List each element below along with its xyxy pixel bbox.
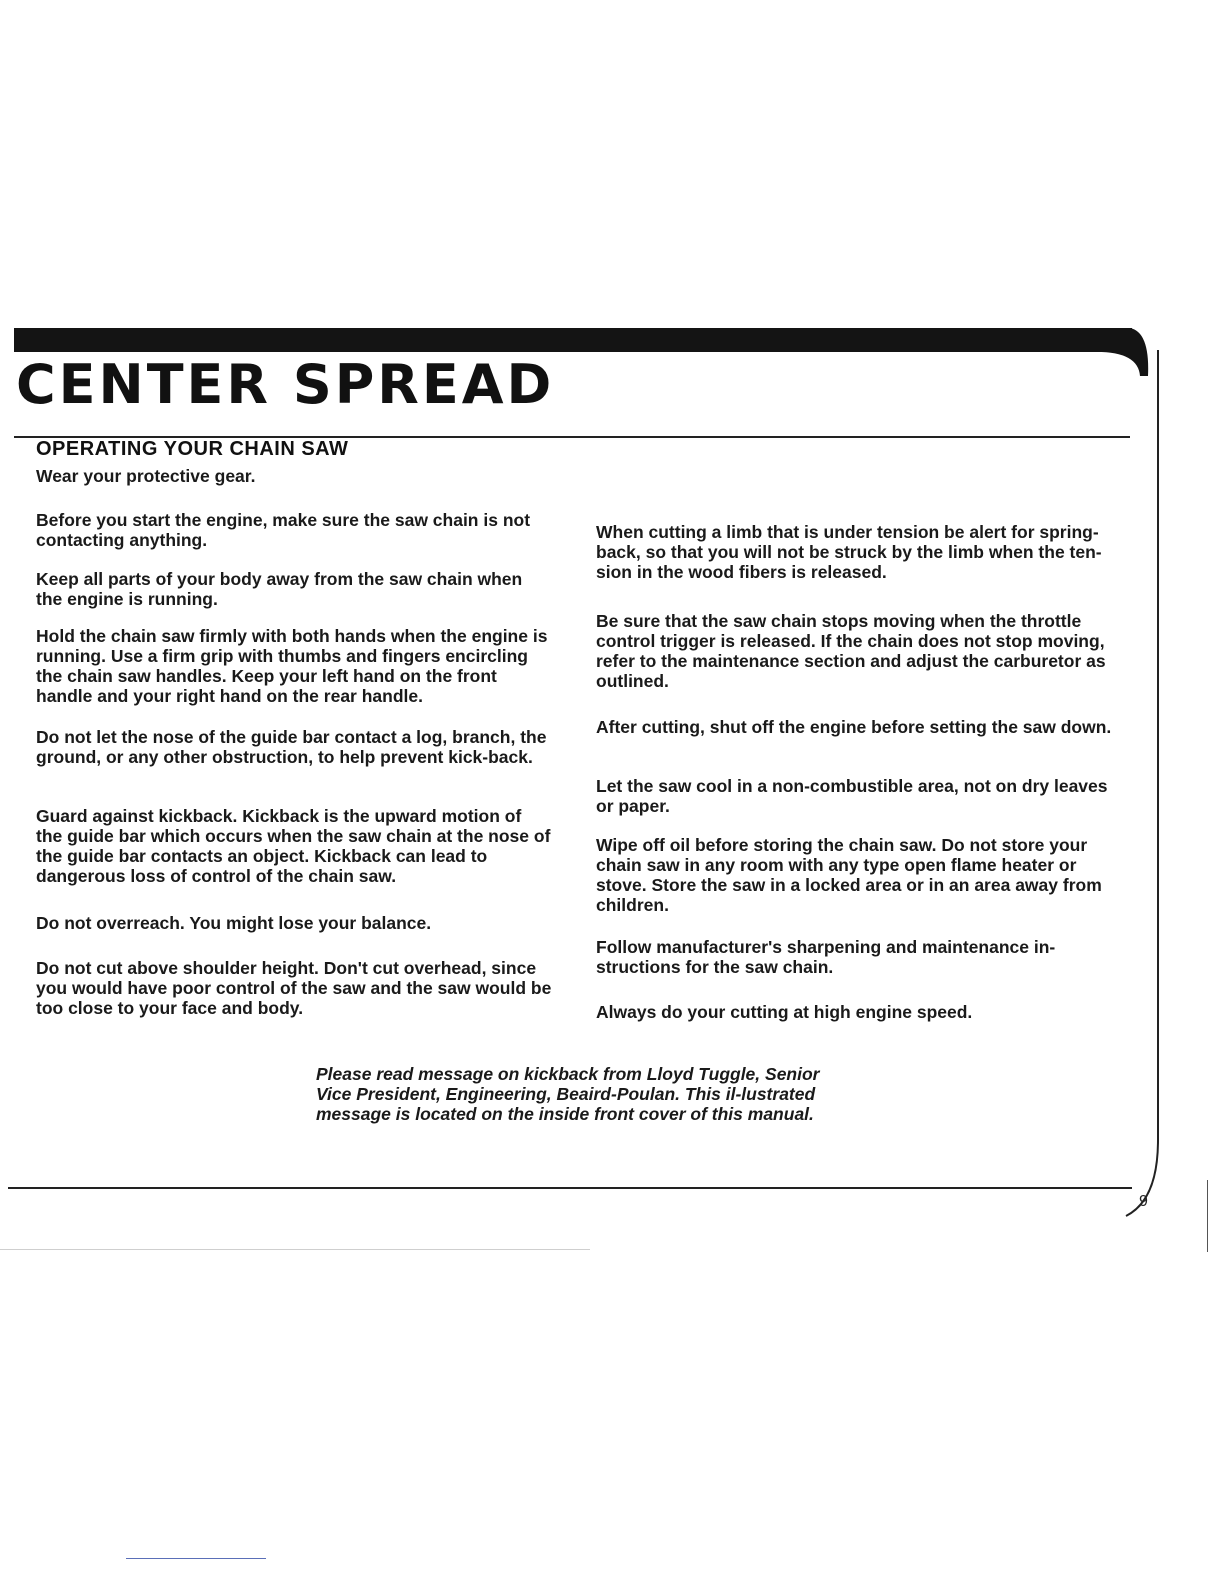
right-paragraph-1: When cutting a limb that is under tension be alert for spring-back, so that you will not be struck by the limb when the ten-sion in the wood fibers is released. [596, 522, 1102, 582]
left-paragraph-5: Do not let the nose of the guide bar contact a log, branch, the ground, or any other obstruction, to help prevent kick-back. [36, 727, 547, 767]
scan-artifact-line [0, 1249, 590, 1250]
left-paragraph-6: Guard against kickback. Kickback is the upward motion of the guide bar which occurs when the saw chain at the nose of the guide bar contacts an object. Kickback can lead to dangerous loss of control of the chain saw. [36, 806, 551, 886]
bottom-divider [8, 1187, 1132, 1189]
left-paragraph-8: Do not cut above shoulder height. Don't cut overhead, since you would have poor control of the saw and the saw would be too close to your face and body. [36, 958, 552, 1018]
section-heading: OPERATING YOUR CHAIN SAW [36, 438, 349, 460]
frame-right-edge [1120, 340, 1160, 1220]
right-paragraph-2: Be sure that the saw chain stops moving when the throttle control trigger is released. If the chain does not stop moving, refer to the maintenance section and adjust the carburetor as outlined. [596, 611, 1106, 691]
page-number: 9 [1139, 1193, 1148, 1210]
left-paragraph-7: Do not overreach. You might lose your balance. [36, 913, 432, 933]
kickback-footnote: Please read message on kickback from Lloyd Tuggle, Senior Vice President, Engineering, Beaird-Poulan. This il-lustrated message is located on the inside front cover of this manual. [316, 1064, 820, 1124]
left-paragraph-3: Keep all parts of your body away from the saw chain when the engine is running. [36, 569, 523, 609]
page-title: CENTER SPREAD [16, 353, 555, 416]
right-paragraph-7: Always do your cutting at high engine speed. [596, 1002, 973, 1022]
right-paragraph-5: Wipe off oil before storing the chain saw. Do not store your chain saw in any room with any type open flame heater or stove. Store the saw in a locked area or in an area away from children. [596, 835, 1102, 915]
scan-edge-line [1207, 1180, 1208, 1252]
left-paragraph-2: Before you start the engine, make sure the saw chain is not contacting anything. [36, 510, 531, 550]
right-paragraph-4: Let the saw cool in a non-combustible area, not on dry leaves or paper. [596, 776, 1108, 816]
scan-blue-line [126, 1558, 266, 1559]
left-paragraph-4: Hold the chain saw firmly with both hands when the engine is running. Use a firm grip with thumbs and fingers encircling the chain saw handles. Keep your left hand on the front handle and your right hand on the rear handle. [36, 626, 548, 706]
header-bar [14, 328, 1132, 352]
left-paragraph-1: Wear your protective gear. [36, 466, 256, 486]
right-paragraph-3: After cutting, shut off the engine before setting the saw down. [596, 717, 1112, 737]
right-paragraph-6: Follow manufacturer's sharpening and maintenance in-structions for the saw chain. [596, 937, 1056, 977]
